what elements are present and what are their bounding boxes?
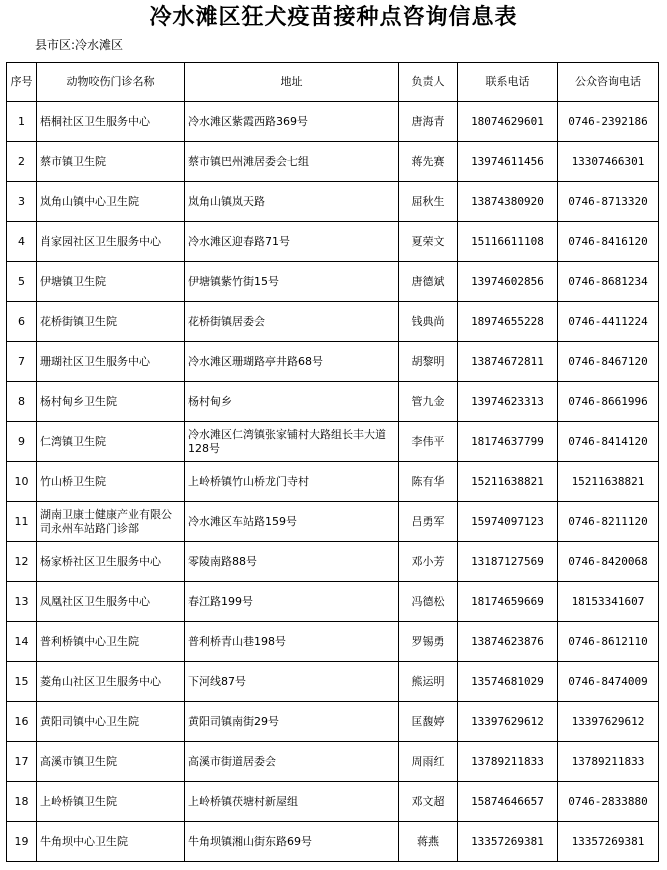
table-row xyxy=(7,302,659,342)
cell-clinic-name: 菱角山社区卫生服务中心 xyxy=(37,662,185,702)
table-row xyxy=(7,622,659,662)
cell-address: 高溪市街道居委会 xyxy=(185,742,399,782)
cell-phone: 13187127569 xyxy=(458,542,558,582)
cell-public-phone: 0746-8420068 xyxy=(558,542,659,582)
cell-address: 普利桥青山巷198号 xyxy=(185,622,399,662)
header-no: 序号 xyxy=(7,63,37,102)
cell-manager: 邓小芳 xyxy=(399,542,458,582)
table-row xyxy=(7,222,659,262)
cell-manager: 罗锡勇 xyxy=(399,622,458,662)
cell-manager: 蒋先赛 xyxy=(399,142,458,182)
cell-no: 10 xyxy=(7,462,37,502)
cell-manager: 胡黎明 xyxy=(399,342,458,382)
cell-no: 4 xyxy=(7,222,37,262)
cell-address: 冷水滩区珊瑚路亭井路68号 xyxy=(185,342,399,382)
cell-clinic-name: 珊瑚社区卫生服务中心 xyxy=(37,342,185,382)
cell-public-phone: 13307466301 xyxy=(558,142,659,182)
table-row xyxy=(7,502,659,542)
cell-manager: 陈有华 xyxy=(399,462,458,502)
cell-manager: 冯德松 xyxy=(399,582,458,622)
cell-no: 18 xyxy=(7,782,37,822)
cell-public-phone: 0746-8474009 xyxy=(558,662,659,702)
cell-no: 2 xyxy=(7,142,37,182)
table-row xyxy=(7,742,659,782)
cell-public-phone: 0746-8467120 xyxy=(558,342,659,382)
cell-address: 杨村甸乡 xyxy=(185,382,399,422)
cell-phone: 13974602856 xyxy=(458,262,558,302)
cell-address: 牛角坝镇湘山街东路69号 xyxy=(185,822,399,862)
cell-public-phone: 0746-8713320 xyxy=(558,182,659,222)
cell-no: 15 xyxy=(7,662,37,702)
table-row xyxy=(7,822,659,862)
cell-manager: 唐德斌 xyxy=(399,262,458,302)
cell-no: 16 xyxy=(7,702,37,742)
cell-no: 19 xyxy=(7,822,37,862)
cell-public-phone: 13789211833 xyxy=(558,742,659,782)
cell-clinic-name: 蔡市镇卫生院 xyxy=(37,142,185,182)
page-title: 冷水滩区狂犬疫苗接种点咨询信息表 xyxy=(149,4,518,30)
table-row xyxy=(7,422,659,462)
table-header-row xyxy=(7,63,659,102)
cell-address: 零陵南路88号 xyxy=(185,542,399,582)
cell-no: 11 xyxy=(7,502,37,542)
cell-public-phone: 0746-2392186 xyxy=(558,102,659,142)
cell-phone: 13574681029 xyxy=(458,662,558,702)
cell-manager: 钱典尚 xyxy=(399,302,458,342)
table-row xyxy=(7,182,659,222)
cell-phone: 13874380920 xyxy=(458,182,558,222)
cell-public-phone: 0746-8612110 xyxy=(558,622,659,662)
cell-phone: 18074629601 xyxy=(458,102,558,142)
cell-public-phone: 0746-8211120 xyxy=(558,502,659,542)
cell-phone: 13874672811 xyxy=(458,342,558,382)
cell-address: 冷水滩区紫霞西路369号 xyxy=(185,102,399,142)
cell-public-phone: 0746-4411224 xyxy=(558,302,659,342)
cell-public-phone: 0746-8661996 xyxy=(558,382,659,422)
table-row xyxy=(7,262,659,302)
cell-address: 蔡市镇巴州滩居委会七组 xyxy=(185,142,399,182)
cell-clinic-name: 湖南卫康士健康产业有限公司永州车站路门诊部 xyxy=(37,502,185,542)
cell-address: 黄阳司镇南街29号 xyxy=(185,702,399,742)
cell-phone: 15116611108 xyxy=(458,222,558,262)
cell-phone: 15974097123 xyxy=(458,502,558,542)
cell-public-phone: 13397629612 xyxy=(558,702,659,742)
cell-clinic-name: 梧桐社区卫生服务中心 xyxy=(37,102,185,142)
table-row xyxy=(7,142,659,182)
cell-manager: 屈秋生 xyxy=(399,182,458,222)
cell-no: 8 xyxy=(7,382,37,422)
county-label: 县市区:冷水滩区 xyxy=(35,38,124,52)
cell-phone: 18174637799 xyxy=(458,422,558,462)
table-row xyxy=(7,462,659,502)
cell-address: 冷水滩区仁湾镇张家铺村大路组长丰大道128号 xyxy=(185,422,399,462)
cell-public-phone: 0746-8416120 xyxy=(558,222,659,262)
cell-address: 冷水滩区车站路159号 xyxy=(185,502,399,542)
cell-manager: 蒋燕 xyxy=(399,822,458,862)
cell-phone: 18174659669 xyxy=(458,582,558,622)
header-address: 地址 xyxy=(185,63,399,102)
cell-address: 上岭桥镇竹山桥龙门寺村 xyxy=(185,462,399,502)
cell-manager: 唐海青 xyxy=(399,102,458,142)
cell-public-phone: 15211638821 xyxy=(558,462,659,502)
cell-public-phone: 18153341607 xyxy=(558,582,659,622)
cell-public-phone: 0746-8681234 xyxy=(558,262,659,302)
cell-clinic-name: 竹山桥卫生院 xyxy=(37,462,185,502)
cell-no: 6 xyxy=(7,302,37,342)
cell-clinic-name: 黄阳司镇中心卫生院 xyxy=(37,702,185,742)
cell-no: 12 xyxy=(7,542,37,582)
cell-phone: 15211638821 xyxy=(458,462,558,502)
cell-manager: 吕勇军 xyxy=(399,502,458,542)
cell-clinic-name: 杨村甸乡卫生院 xyxy=(37,382,185,422)
cell-no: 5 xyxy=(7,262,37,302)
cell-phone: 18974655228 xyxy=(458,302,558,342)
header-manager: 负责人 xyxy=(399,63,458,102)
cell-no: 13 xyxy=(7,582,37,622)
cell-phone: 15874646657 xyxy=(458,782,558,822)
cell-no: 1 xyxy=(7,102,37,142)
table-body xyxy=(7,102,659,862)
cell-clinic-name: 牛角坝中心卫生院 xyxy=(37,822,185,862)
cell-manager: 匡馥婷 xyxy=(399,702,458,742)
cell-no: 14 xyxy=(7,622,37,662)
cell-clinic-name: 普利桥镇中心卫生院 xyxy=(37,622,185,662)
cell-public-phone: 0746-2833880 xyxy=(558,782,659,822)
table-row xyxy=(7,582,659,622)
cell-address: 岚角山镇岚天路 xyxy=(185,182,399,222)
cell-no: 7 xyxy=(7,342,37,382)
cell-phone: 13789211833 xyxy=(458,742,558,782)
cell-manager: 周雨红 xyxy=(399,742,458,782)
header-clinic-name: 动物咬伤门诊名称 xyxy=(37,63,185,102)
table-row xyxy=(7,102,659,142)
cell-phone: 13874623876 xyxy=(458,622,558,662)
cell-clinic-name: 杨家桥社区卫生服务中心 xyxy=(37,542,185,582)
cell-clinic-name: 岚角山镇中心卫生院 xyxy=(37,182,185,222)
cell-address: 上岭桥镇茯塘村新屋组 xyxy=(185,782,399,822)
table-row xyxy=(7,542,659,582)
cell-phone: 13397629612 xyxy=(458,702,558,742)
clinic-table xyxy=(6,62,659,862)
cell-no: 9 xyxy=(7,422,37,462)
cell-address: 冷水滩区迎春路71号 xyxy=(185,222,399,262)
cell-manager: 李伟平 xyxy=(399,422,458,462)
cell-address: 下河线87号 xyxy=(185,662,399,702)
table-row xyxy=(7,702,659,742)
cell-public-phone: 13357269381 xyxy=(558,822,659,862)
cell-phone: 13357269381 xyxy=(458,822,558,862)
cell-address: 花桥街镇居委会 xyxy=(185,302,399,342)
cell-clinic-name: 凤凰社区卫生服务中心 xyxy=(37,582,185,622)
cell-address: 春江路199号 xyxy=(185,582,399,622)
header-public-phone: 公众咨询电话 xyxy=(558,63,659,102)
cell-no: 3 xyxy=(7,182,37,222)
cell-manager: 邓文超 xyxy=(399,782,458,822)
cell-phone: 13974611456 xyxy=(458,142,558,182)
cell-clinic-name: 伊塘镇卫生院 xyxy=(37,262,185,302)
table-row xyxy=(7,782,659,822)
cell-public-phone: 0746-8414120 xyxy=(558,422,659,462)
cell-clinic-name: 上岭桥镇卫生院 xyxy=(37,782,185,822)
cell-address: 伊塘镇紫竹街15号 xyxy=(185,262,399,302)
table-row xyxy=(7,662,659,702)
cell-clinic-name: 花桥街镇卫生院 xyxy=(37,302,185,342)
cell-clinic-name: 高溪市镇卫生院 xyxy=(37,742,185,782)
cell-manager: 管九金 xyxy=(399,382,458,422)
cell-manager: 熊运明 xyxy=(399,662,458,702)
table-row xyxy=(7,342,659,382)
cell-clinic-name: 肖家园社区卫生服务中心 xyxy=(37,222,185,262)
cell-no: 17 xyxy=(7,742,37,782)
table-row xyxy=(7,382,659,422)
cell-manager: 夏荣文 xyxy=(399,222,458,262)
cell-clinic-name: 仁湾镇卫生院 xyxy=(37,422,185,462)
cell-phone: 13974623313 xyxy=(458,382,558,422)
header-phone: 联系电话 xyxy=(458,63,558,102)
